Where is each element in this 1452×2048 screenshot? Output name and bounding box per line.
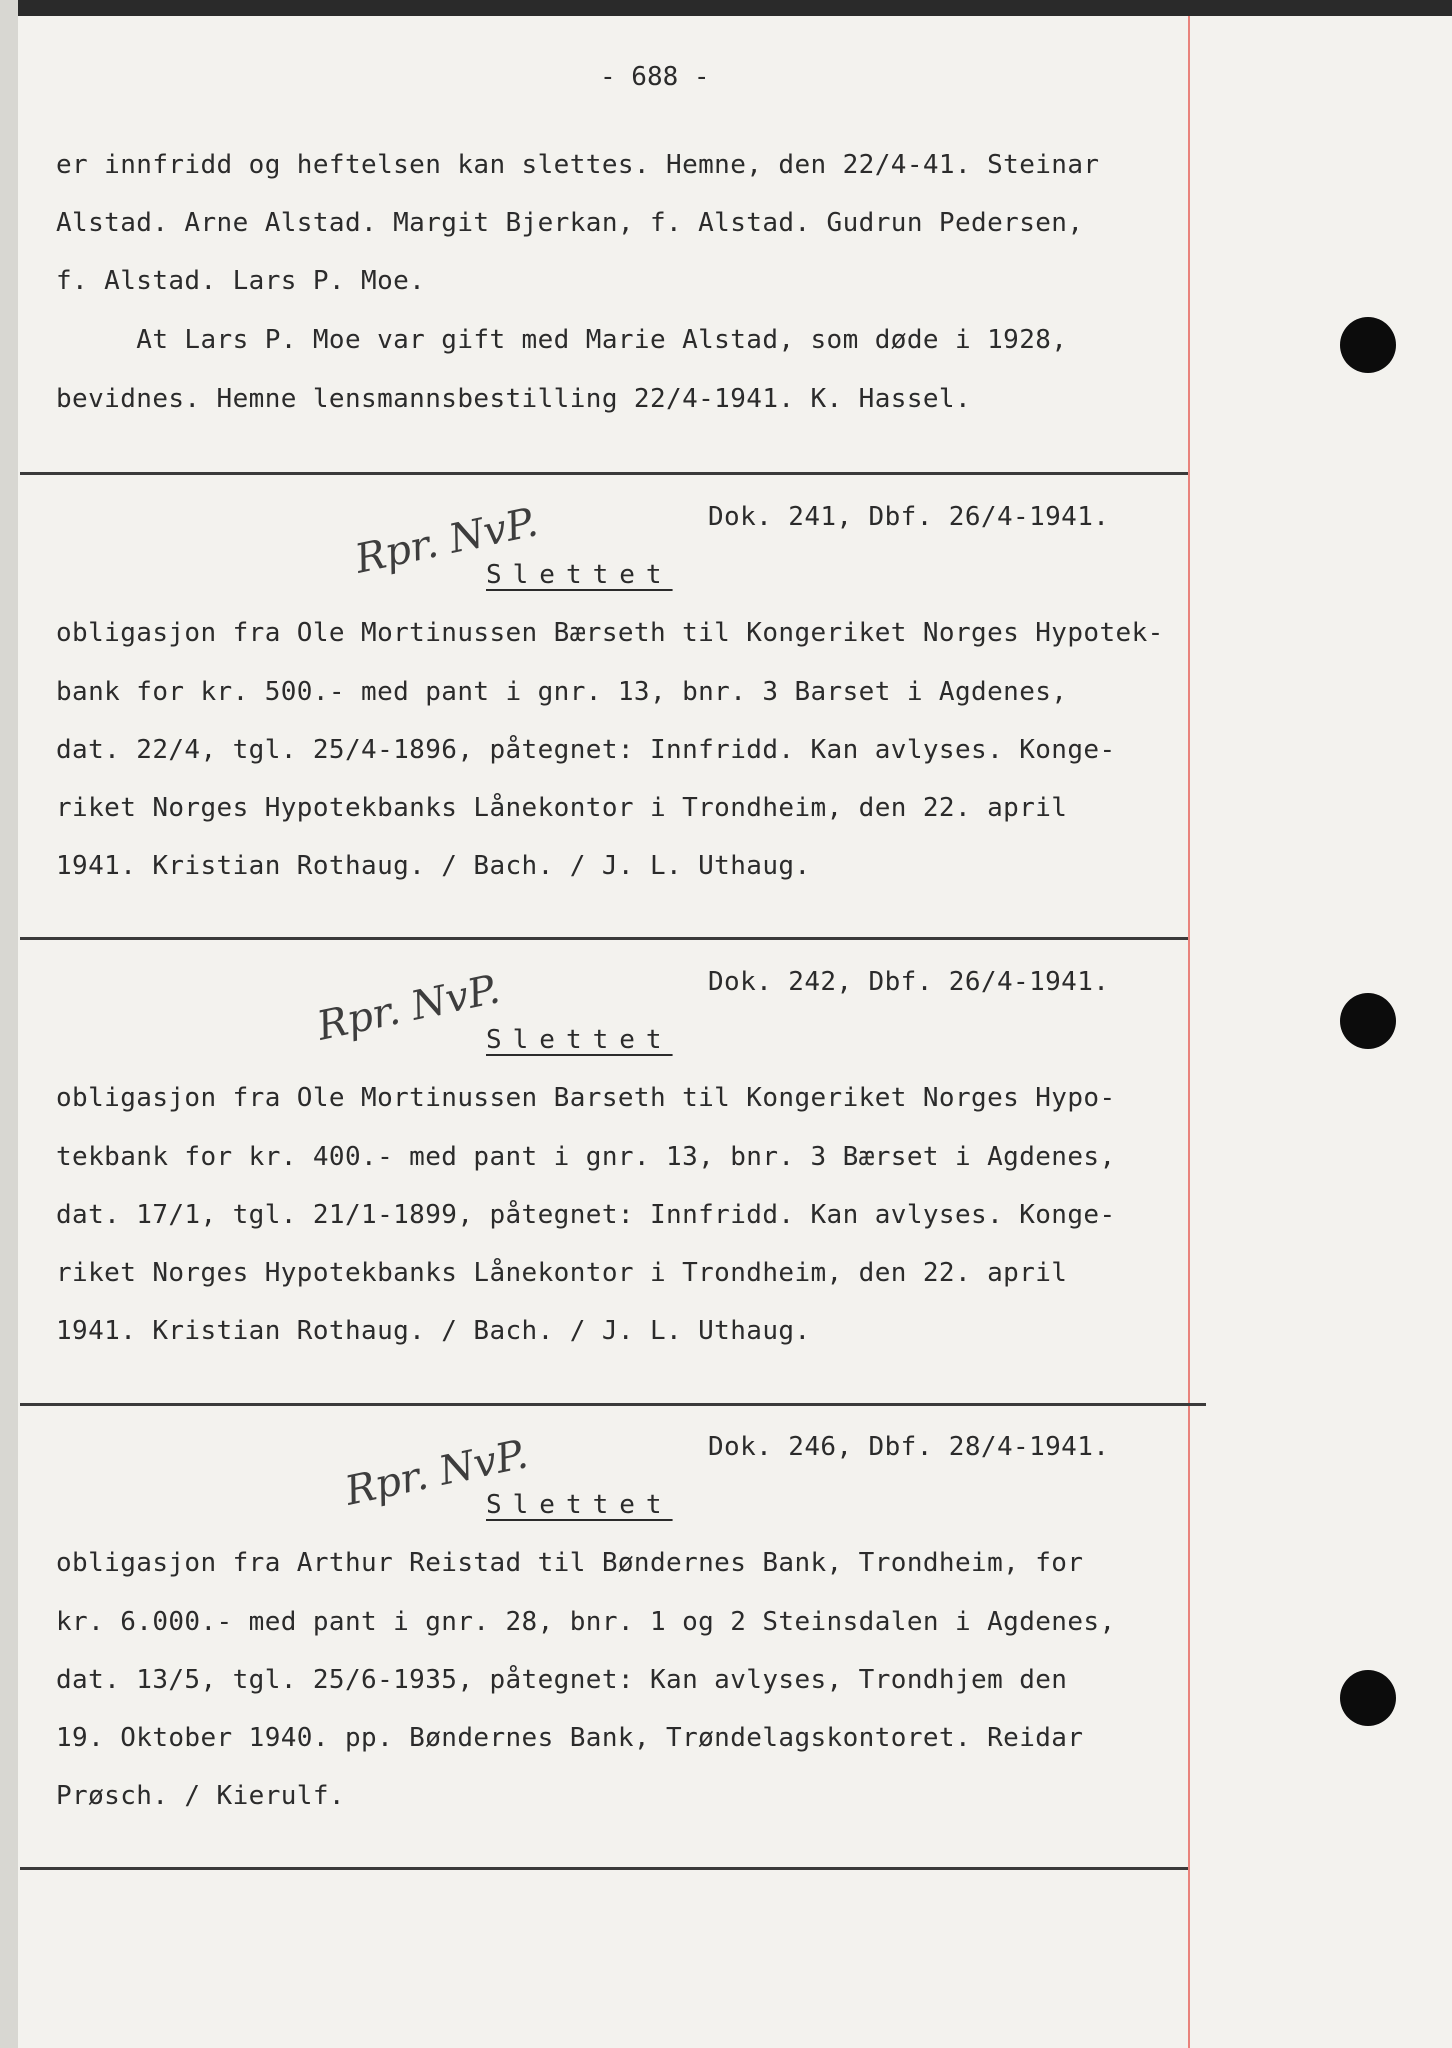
- text-line: At Lars P. Moe var gift med Marie Alstad, som døde i 1928,: [56, 325, 1068, 355]
- page-number: - 688 -: [600, 62, 710, 92]
- text-line: Alstad. Arne Alstad. Margit Bjerkan, f. Alstad. Gudrun Pedersen,: [56, 208, 1084, 238]
- text-line: riket Norges Hypotekbanks Lånekontor i Trondheim, den 22. april: [56, 793, 1068, 823]
- handwritten-initials: Rpr. NvP.: [341, 1431, 532, 1515]
- text-line: 19. Oktober 1940. pp. Bøndernes Bank, Trøndelagskontoret. Reidar: [56, 1723, 1084, 1753]
- separator-rule: [20, 472, 1188, 475]
- entry-title: Slettet: [486, 1025, 673, 1055]
- separator-rule: [20, 1403, 1206, 1406]
- text-line: dat. 22/4, tgl. 25/4-1896, påtegnet: Innfridd. Kan avlyses. Konge-: [56, 735, 1116, 765]
- text-line: Prøsch. / Kierulf.: [56, 1781, 345, 1811]
- text-line: bank for kr. 500.- med pant i gnr. 13, bnr. 3 Barset i Agdenes,: [56, 677, 1068, 707]
- entry-title: Slettet: [486, 1490, 673, 1520]
- text-line: er innfridd og heftelsen kan slettes. Hemne, den 22/4-41. Steinar: [56, 150, 1100, 180]
- entry-title: Slettet: [486, 560, 673, 590]
- text-line: riket Norges Hypotekbanks Lånekontor i Trondheim, den 22. april: [56, 1258, 1068, 1288]
- handwritten-initials: Rpr. NvP.: [313, 966, 504, 1050]
- text-line: kr. 6.000.- med pant i gnr. 28, bnr. 1 og 2 Steinsdalen i Agdenes,: [56, 1607, 1116, 1637]
- separator-rule: [20, 1867, 1188, 1870]
- handwritten-initials: Rpr. NvP.: [351, 499, 542, 583]
- punch-hole-bottom: [1340, 1670, 1396, 1726]
- text-line: 1941. Kristian Rothaug. / Bach. / J. L. Uthaug.: [56, 851, 811, 881]
- separator-rule: [20, 937, 1188, 940]
- text-line: obligasjon fra Arthur Reistad til Bøndernes Bank, Trondheim, for: [56, 1548, 1084, 1578]
- scan-left-edge: [0, 0, 18, 2048]
- entry-header: Dok. 246, Dbf. 28/4-1941.: [708, 1432, 1110, 1462]
- text-line: 1941. Kristian Rothaug. / Bach. / J. L. Uthaug.: [56, 1316, 811, 1346]
- entry-header: Dok. 241, Dbf. 26/4-1941.: [708, 502, 1110, 532]
- text-line: dat. 13/5, tgl. 25/6-1935, påtegnet: Kan avlyses, Trondhjem den: [56, 1665, 1068, 1695]
- entry-header: Dok. 242, Dbf. 26/4-1941.: [708, 967, 1110, 997]
- punch-hole-middle: [1340, 993, 1396, 1049]
- red-margin-line: [1188, 16, 1190, 2048]
- scan-top-edge: [0, 0, 1452, 16]
- text-line: bevidnes. Hemne lensmannsbestilling 22/4-1941. K. Hassel.: [56, 384, 972, 414]
- text-line: f. Alstad. Lars P. Moe.: [56, 266, 426, 296]
- text-line: dat. 17/1, tgl. 21/1-1899, påtegnet: Innfridd. Kan avlyses. Konge-: [56, 1200, 1116, 1230]
- punch-hole-top: [1340, 317, 1396, 373]
- text-line: obligasjon fra Ole Mortinussen Barseth til Kongeriket Norges Hypo-: [56, 1083, 1116, 1113]
- text-line: tekbank for kr. 400.- med pant i gnr. 13, bnr. 3 Bærset i Agdenes,: [56, 1142, 1116, 1172]
- text-line: obligasjon fra Ole Mortinussen Bærseth til Kongeriket Norges Hypotek-: [56, 618, 1164, 648]
